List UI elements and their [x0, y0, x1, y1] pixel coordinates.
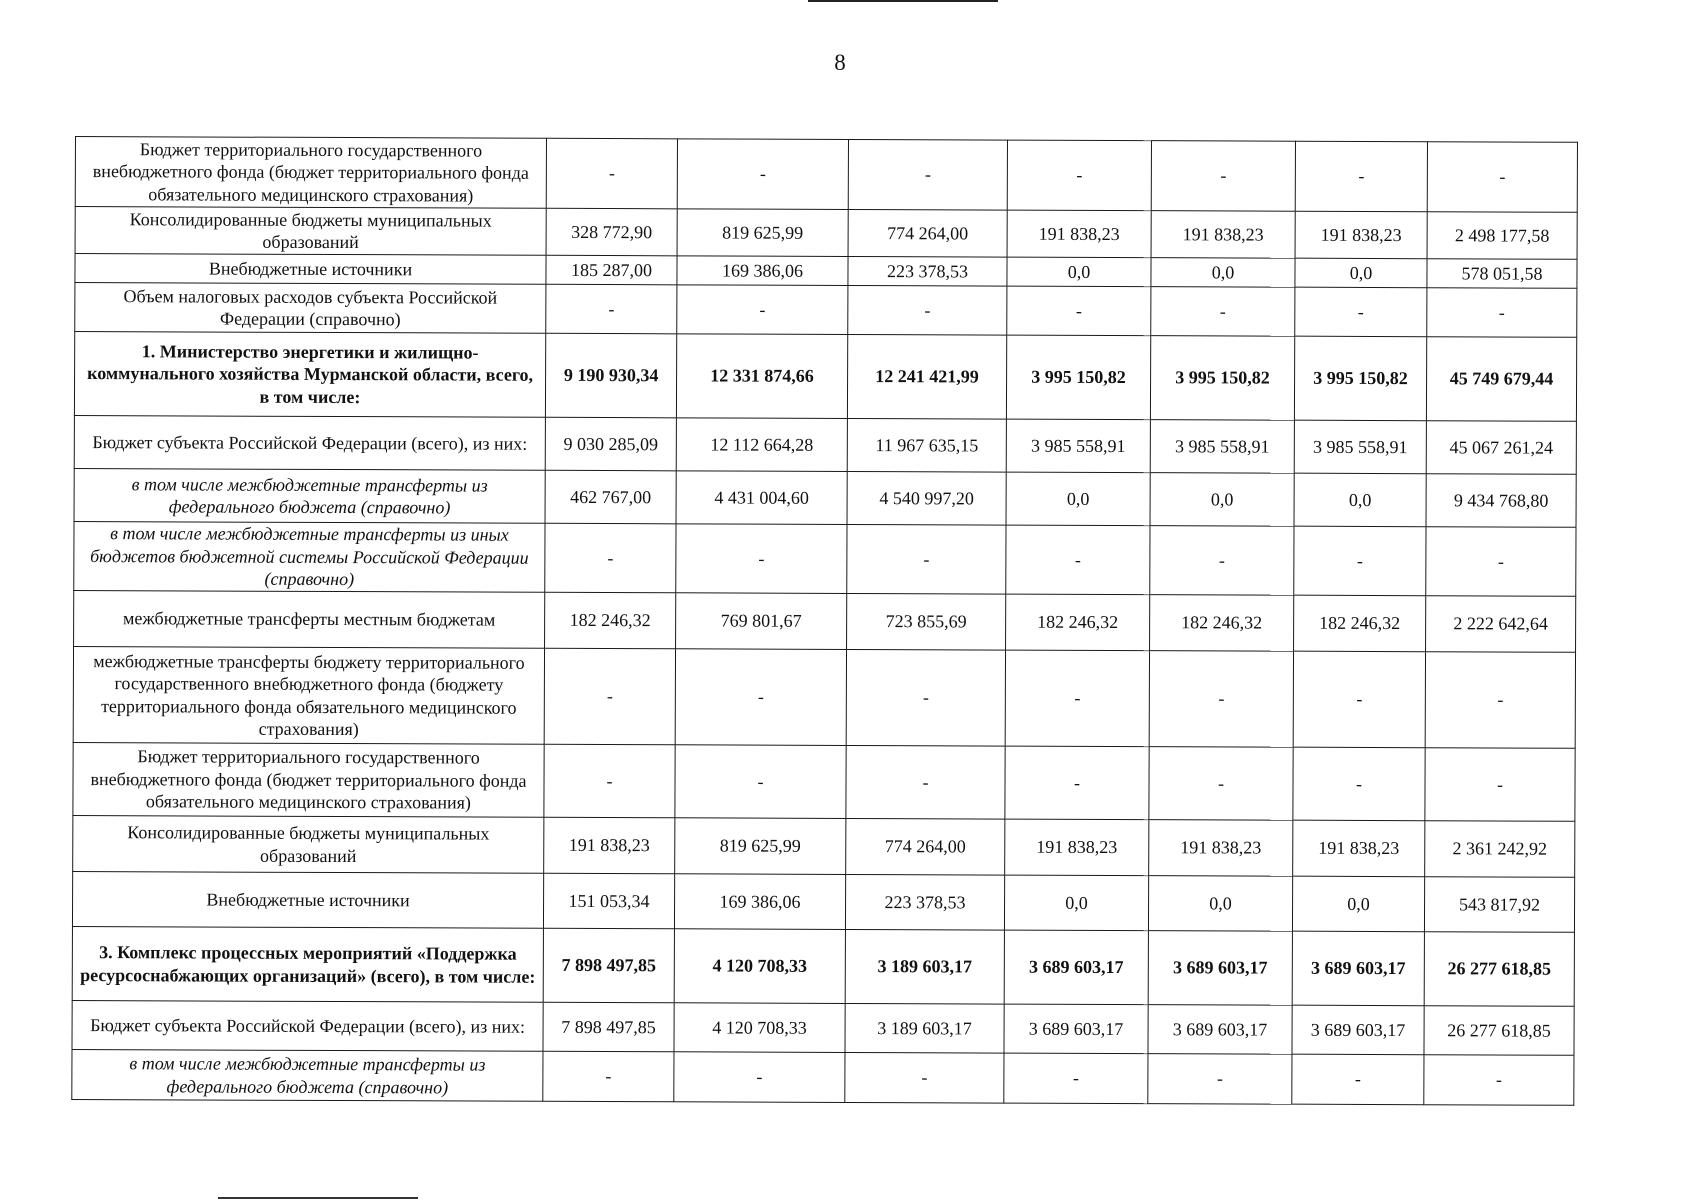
value-cell: -	[1425, 652, 1575, 749]
value-cell: 191 838,23	[1151, 211, 1295, 259]
row-label: Бюджет территориального государственного внебюджетного фонда (бюджет территориального фонда обязательного медицинского страхования)	[73, 742, 544, 817]
row-label: в том числе межбюджетные трансферты из федерального бюджета (справочно)	[74, 468, 545, 523]
table-row	[75, 207, 1577, 260]
value-cell: 3 189 603,17	[845, 1003, 1004, 1053]
value-cell: 185 287,00	[546, 255, 677, 285]
value-cell: 169 386,06	[677, 256, 848, 286]
value-cell: -	[1293, 651, 1425, 748]
value-cell: 26 277 618,85	[1424, 1006, 1574, 1056]
value-cell: -	[1295, 141, 1427, 212]
table-row	[75, 283, 1577, 338]
value-cell: 169 386,06	[674, 874, 845, 930]
table-row	[72, 926, 1574, 1006]
value-cell: 328 772,90	[546, 208, 677, 256]
value-cell: 578 051,58	[1427, 259, 1577, 289]
value-cell: 0,0	[1151, 258, 1295, 288]
table-row	[72, 1049, 1574, 1105]
value-cell: 26 277 618,85	[1424, 932, 1574, 1007]
value-cell: -	[847, 524, 1006, 594]
value-cell: -	[674, 1052, 845, 1103]
value-cell: 9 434 768,80	[1426, 474, 1576, 528]
value-cell: 4 540 997,20	[847, 471, 1006, 525]
value-cell: 3 689 603,17	[1148, 931, 1292, 1006]
row-label: Консолидированные бюджеты муниципальных образований	[73, 815, 544, 873]
value-cell: -	[1149, 651, 1293, 748]
value-cell: 0,0	[1295, 258, 1427, 288]
value-cell: 4 120 708,33	[674, 1003, 845, 1053]
table-row	[74, 521, 1576, 596]
value-cell: 9 190 930,34	[545, 333, 676, 418]
value-cell: -	[1149, 747, 1293, 821]
value-cell: 182 246,32	[1150, 595, 1294, 652]
budget-table	[71, 136, 1578, 1106]
value-cell: 9 030 285,09	[545, 417, 676, 471]
value-cell: 191 838,23	[1293, 820, 1425, 877]
value-cell: 4 431 004,60	[676, 471, 847, 525]
value-cell: -	[1295, 287, 1427, 337]
value-cell: 3 689 603,17	[1004, 930, 1148, 1005]
value-cell: -	[1150, 526, 1294, 596]
value-cell: -	[1424, 1055, 1574, 1106]
table-row	[73, 646, 1575, 748]
value-cell: -	[1007, 286, 1151, 336]
value-cell: 12 331 874,66	[676, 334, 847, 419]
row-label: Внебюджетные источники	[72, 871, 543, 928]
value-cell: 45 749 679,44	[1426, 337, 1576, 422]
value-cell: -	[1427, 288, 1577, 338]
value-cell: -	[675, 649, 846, 746]
value-cell: -	[1006, 525, 1150, 595]
value-cell: 3 995 150,82	[1006, 335, 1150, 420]
row-label: Бюджет субъекта Российской Федерации (всего), из них:	[72, 1000, 543, 1051]
value-cell: -	[546, 284, 677, 334]
value-cell: -	[546, 138, 677, 209]
value-cell: -	[1293, 747, 1425, 821]
value-cell: 45 067 261,24	[1426, 421, 1576, 475]
value-cell: -	[1151, 141, 1295, 212]
value-cell: 182 246,32	[1006, 594, 1150, 651]
table-row	[72, 1000, 1574, 1055]
value-cell: -	[1427, 142, 1577, 213]
value-cell: 2 222 642,64	[1426, 596, 1576, 653]
table-row	[72, 871, 1574, 932]
value-cell: 3 985 558,91	[1150, 420, 1294, 474]
value-cell: 182 246,32	[1294, 595, 1426, 652]
value-cell: 0,0	[1150, 473, 1294, 527]
row-label: 3. Комплекс процессных мероприятий «Поддержка ресурсоснабжающих организаций» (всего), в том числе:	[72, 926, 543, 1002]
value-cell: 12 241 421,99	[847, 334, 1006, 419]
value-cell: 2 361 242,92	[1425, 821, 1575, 878]
value-cell: 3 985 558,91	[1294, 420, 1426, 474]
value-cell: -	[1148, 1054, 1292, 1105]
value-cell: -	[1151, 287, 1295, 337]
value-cell: 0,0	[1004, 875, 1148, 931]
value-cell: 223 378,53	[848, 256, 1007, 286]
value-cell: 191 838,23	[1295, 211, 1427, 259]
value-cell: 3 689 603,17	[1292, 1005, 1424, 1055]
row-label: Внебюджетные источники	[75, 254, 546, 285]
value-cell: 3 189 603,17	[845, 929, 1004, 1004]
table-row	[74, 332, 1576, 422]
value-cell: 462 767,00	[545, 470, 676, 524]
value-cell: 819 625,99	[677, 209, 848, 257]
value-cell: 4 120 708,33	[674, 929, 845, 1004]
row-label: в том числе межбюджетные трансферты из иных бюджетов бюджетной системы Российской Федерации (справочно)	[74, 521, 545, 592]
table-row	[74, 415, 1576, 474]
value-cell: 2 498 177,58	[1427, 212, 1577, 260]
value-cell: 151 053,34	[543, 873, 674, 929]
value-cell: 3 689 603,17	[1004, 1004, 1148, 1054]
value-cell: 191 838,23	[544, 817, 675, 874]
value-cell: 182 246,32	[545, 592, 676, 649]
value-cell: -	[545, 523, 676, 593]
value-cell: 11 967 635,15	[847, 418, 1006, 472]
value-cell: -	[544, 648, 675, 745]
value-cell: 191 838,23	[1007, 210, 1151, 258]
value-cell: 0,0	[1006, 472, 1150, 526]
value-cell: 3 689 603,17	[1148, 1005, 1292, 1055]
value-cell: 774 264,00	[848, 209, 1007, 257]
row-label: 1. Министерство энергетики и жилищно-коммунального хозяйства Мурманской области, всего, в том числе:	[74, 332, 545, 418]
value-cell: -	[1425, 748, 1575, 822]
value-cell: -	[1005, 650, 1149, 747]
row-label: межбюджетные трансферты местным бюджетам	[74, 590, 545, 648]
value-cell: 774 264,00	[846, 818, 1005, 875]
table-row	[75, 137, 1577, 213]
value-cell: 0,0	[1292, 876, 1424, 932]
table-row	[74, 590, 1576, 652]
table-row	[74, 468, 1576, 527]
value-cell: -	[1007, 140, 1151, 211]
value-cell: -	[1294, 526, 1426, 596]
row-label: Бюджет территориального государственного внебюджетного фонда (бюджет территориального фонда обязательного медицинского страхования)	[75, 137, 546, 209]
value-cell: 7 898 497,85	[543, 1002, 674, 1052]
value-cell: -	[676, 524, 847, 594]
value-cell: 12 112 664,28	[676, 418, 847, 472]
value-cell: -	[543, 1051, 674, 1102]
table-row	[73, 742, 1575, 821]
value-cell: 3 985 558,91	[1006, 419, 1150, 473]
value-cell: -	[848, 285, 1007, 335]
value-cell: -	[1292, 1054, 1424, 1105]
value-cell: 819 625,99	[675, 818, 846, 875]
value-cell: 3 689 603,17	[1292, 931, 1424, 1006]
value-cell: 3 995 150,82	[1294, 336, 1426, 421]
footnote-rule	[218, 1197, 418, 1199]
value-cell: -	[1426, 527, 1576, 597]
value-cell: 0,0	[1294, 473, 1426, 527]
value-cell: 543 817,92	[1424, 877, 1574, 933]
value-cell: 769 801,67	[676, 593, 847, 650]
value-cell: -	[675, 745, 846, 819]
page-number: 8	[834, 50, 846, 75]
value-cell: -	[1004, 1053, 1148, 1104]
value-cell: 0,0	[1007, 257, 1151, 287]
value-cell: -	[845, 1052, 1004, 1103]
value-cell: -	[1005, 746, 1149, 820]
row-label: Бюджет субъекта Российской Федерации (всего), из них:	[74, 415, 545, 470]
value-cell: 3 995 150,82	[1150, 336, 1294, 421]
value-cell: -	[848, 139, 1007, 210]
value-cell: -	[677, 139, 848, 210]
table-row	[73, 815, 1575, 877]
table-body	[72, 137, 1578, 1106]
value-cell: -	[677, 285, 848, 335]
value-cell: 723 855,69	[847, 593, 1006, 650]
value-cell: -	[544, 744, 675, 818]
value-cell: -	[846, 649, 1005, 746]
row-label: межбюджетные трансферты бюджету территориального государственного внебюджетного фонда (бюджету территориального фонда обязательного медицинского страхования)	[73, 646, 544, 744]
value-cell: 7 898 497,85	[543, 928, 674, 1003]
value-cell: 0,0	[1148, 876, 1292, 932]
row-label: в том числе межбюджетные трансферты из федерального бюджета (справочно)	[72, 1049, 543, 1101]
row-label: Консолидированные бюджеты муниципальных образований	[75, 207, 546, 256]
value-cell: 223 378,53	[845, 874, 1004, 930]
value-cell: 191 838,23	[1149, 820, 1293, 877]
value-cell: -	[846, 745, 1005, 819]
value-cell: 191 838,23	[1005, 819, 1149, 876]
top-rule	[808, 0, 998, 2]
row-label: Объем налоговых расходов субъекта Российской Федерации (справочно)	[75, 283, 546, 334]
